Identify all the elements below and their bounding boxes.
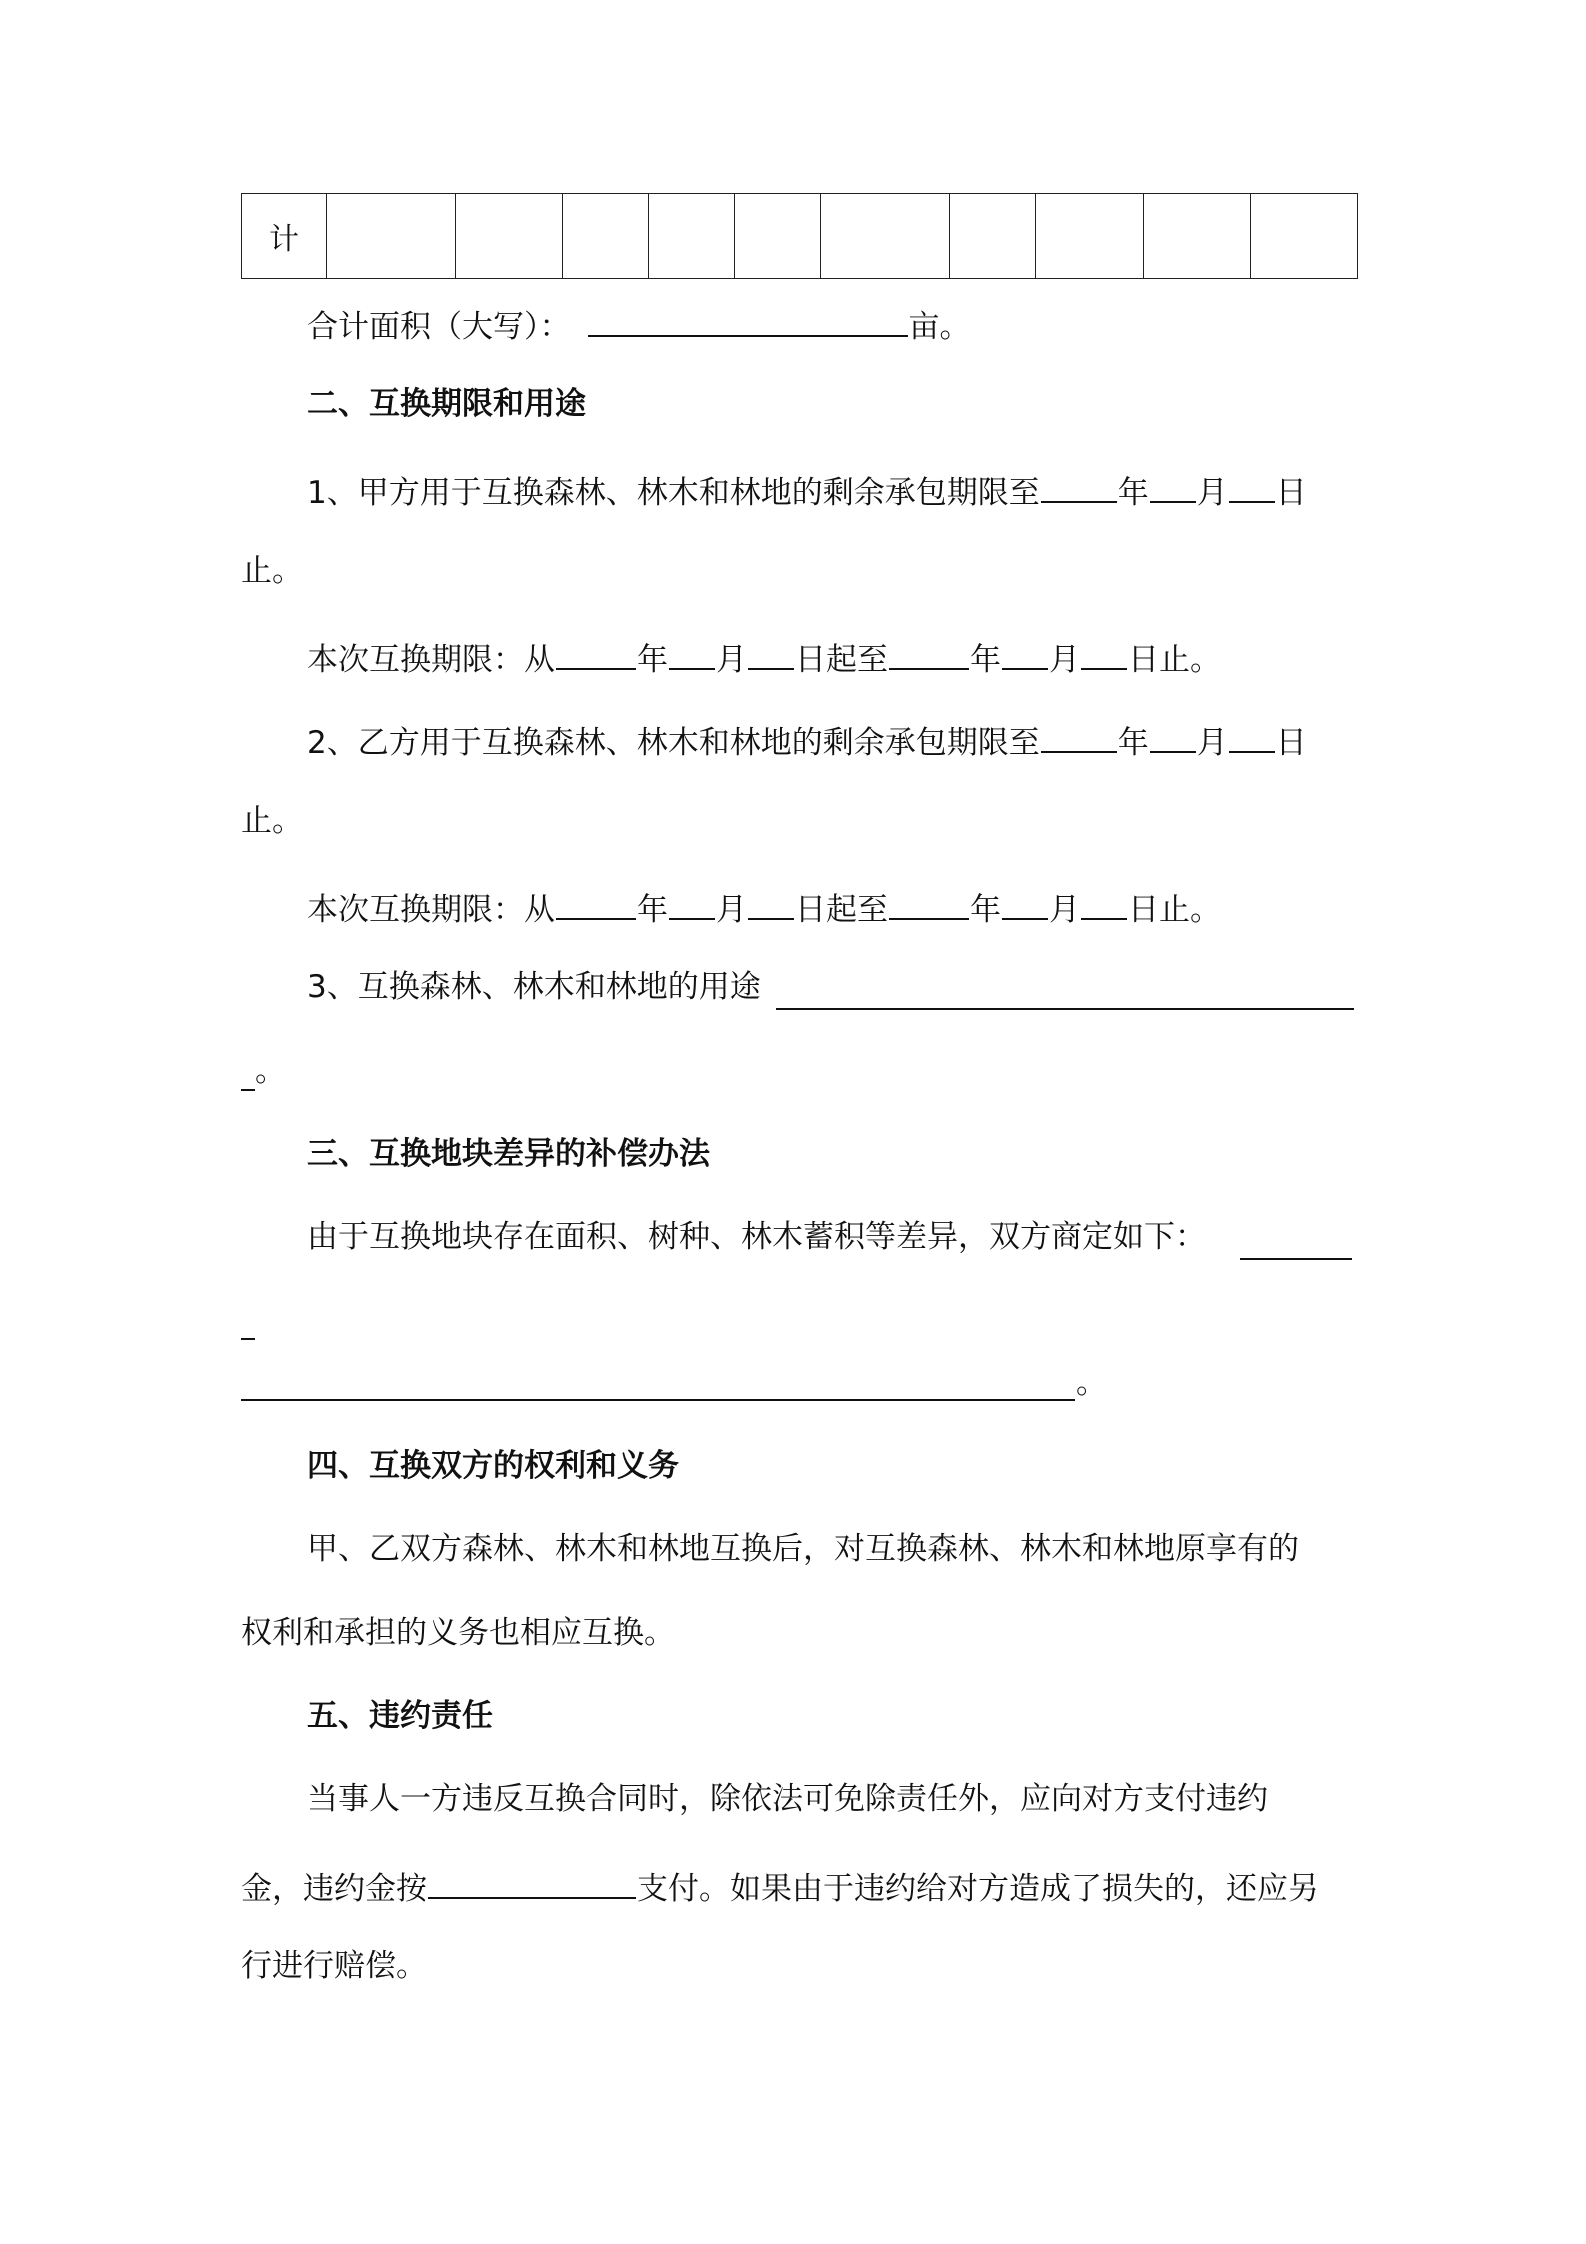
usage-blank-continued[interactable] bbox=[241, 1089, 255, 1091]
year-blank[interactable] bbox=[556, 634, 636, 670]
compensation-blank[interactable] bbox=[1240, 1258, 1352, 1260]
year-label: 年 bbox=[637, 892, 668, 928]
penalty-line bbox=[241, 1863, 1319, 1907]
total-area-blank[interactable] bbox=[588, 301, 908, 337]
day-blank[interactable] bbox=[1081, 884, 1127, 920]
day-blank[interactable] bbox=[748, 884, 794, 920]
table-cell bbox=[950, 194, 1036, 279]
usage-blank[interactable] bbox=[776, 1008, 1354, 1010]
day-blank[interactable] bbox=[1081, 634, 1127, 670]
year-label: 年 bbox=[1117, 475, 1149, 511]
table-cell bbox=[327, 194, 456, 279]
exchange-period-line bbox=[307, 884, 1221, 928]
until-label: 日止。 bbox=[1128, 892, 1221, 928]
from-to-label: 日起至 bbox=[795, 892, 888, 928]
section-heading: 五、违约责任 bbox=[307, 1698, 493, 1734]
table-cell bbox=[1036, 194, 1144, 279]
year-blank[interactable] bbox=[889, 634, 969, 670]
year-label: 年 bbox=[637, 642, 668, 678]
year-blank[interactable] bbox=[1041, 467, 1117, 503]
year-blank[interactable] bbox=[889, 884, 969, 920]
paragraph-end: 止。 bbox=[241, 803, 303, 839]
day-blank[interactable] bbox=[1229, 717, 1275, 753]
paragraph-end: 止。 bbox=[241, 553, 303, 589]
month-blank[interactable] bbox=[1150, 717, 1196, 753]
usage-line bbox=[307, 967, 761, 1007]
period-label: 本次互换期限：从 bbox=[307, 892, 555, 928]
paragraph-text: 2、乙方用于互换森林、林木和林地的剩余承包期限至 bbox=[307, 725, 1040, 761]
exchange-period-line bbox=[307, 634, 1221, 678]
month-blank[interactable] bbox=[1150, 467, 1196, 503]
month-label: 月 bbox=[1196, 725, 1228, 761]
table-cell-total: 计 bbox=[242, 194, 327, 279]
total-area-line bbox=[307, 301, 971, 345]
day-label: 日 bbox=[1275, 475, 1307, 511]
paragraph-text: 3、互换森林、林木和林地的用途 bbox=[307, 969, 761, 1005]
land-area-table bbox=[241, 193, 1358, 279]
year-label: 年 bbox=[1117, 725, 1149, 761]
compensation-blank-continued[interactable] bbox=[241, 1338, 255, 1340]
total-area-label: 合计面积（大写）： bbox=[307, 309, 571, 345]
paragraph-text: 金，违约金按 bbox=[241, 1871, 427, 1907]
table-cell bbox=[456, 194, 563, 279]
table-cell bbox=[1144, 194, 1251, 279]
compensation-end: 。 bbox=[1076, 1365, 1107, 1401]
section-heading: 四、互换双方的权利和义务 bbox=[307, 1448, 679, 1484]
section-heading: 二、互换期限和用途 bbox=[307, 386, 586, 422]
compensation-line bbox=[307, 1217, 1206, 1257]
usage-end: 。 bbox=[255, 1053, 286, 1089]
from-to-label: 日起至 bbox=[795, 642, 888, 678]
table-cell bbox=[649, 194, 735, 279]
table-cell bbox=[735, 194, 821, 279]
paragraph-text: 权利和承担的义务也相应互换。 bbox=[241, 1615, 675, 1651]
day-blank[interactable] bbox=[748, 634, 794, 670]
month-label: 月 bbox=[716, 892, 747, 928]
month-label: 月 bbox=[716, 642, 747, 678]
paragraph-text: 由于互换地块存在面积、树种、林木蓄积等差异，双方商定如下： bbox=[307, 1219, 1206, 1255]
month-blank[interactable] bbox=[1002, 884, 1048, 920]
table-cell bbox=[1251, 194, 1358, 279]
paragraph-party-b-term bbox=[307, 717, 1307, 761]
month-blank[interactable] bbox=[1002, 634, 1048, 670]
day-blank[interactable] bbox=[1229, 467, 1275, 503]
year-blank[interactable] bbox=[556, 884, 636, 920]
section-heading: 三、互换地块差异的补偿办法 bbox=[307, 1136, 710, 1172]
table-cell bbox=[563, 194, 649, 279]
year-blank[interactable] bbox=[1041, 717, 1117, 753]
period-label: 本次互换期限：从 bbox=[307, 642, 555, 678]
paragraph-party-a-term bbox=[307, 467, 1307, 511]
paragraph-text: 支付。如果由于违约给对方造成了损失的，还应另 bbox=[637, 1871, 1319, 1907]
month-label: 月 bbox=[1196, 475, 1228, 511]
year-label: 年 bbox=[970, 642, 1001, 678]
paragraph-text: 甲、乙双方森林、林木和林地互换后，对互换森林、林木和林地原享有的 bbox=[307, 1531, 1299, 1567]
penalty-blank[interactable] bbox=[428, 1863, 636, 1899]
paragraph-text: 1、甲方用于互换森林、林木和林地的剩余承包期限至 bbox=[307, 475, 1040, 511]
until-label: 日止。 bbox=[1128, 642, 1221, 678]
paragraph-text: 行进行赔偿。 bbox=[241, 1948, 427, 1984]
day-label: 日 bbox=[1275, 725, 1307, 761]
month-blank[interactable] bbox=[669, 634, 715, 670]
year-label: 年 bbox=[970, 892, 1001, 928]
month-label: 月 bbox=[1049, 892, 1080, 928]
table-row bbox=[242, 194, 1358, 279]
month-label: 月 bbox=[1049, 642, 1080, 678]
table-cell bbox=[821, 194, 950, 279]
compensation-blank-line[interactable] bbox=[241, 1399, 1075, 1401]
month-blank[interactable] bbox=[669, 884, 715, 920]
paragraph-text: 当事人一方违反互换合同时，除依法可免除责任外，应向对方支付违约 bbox=[307, 1781, 1268, 1817]
total-area-unit: 亩。 bbox=[908, 309, 971, 345]
